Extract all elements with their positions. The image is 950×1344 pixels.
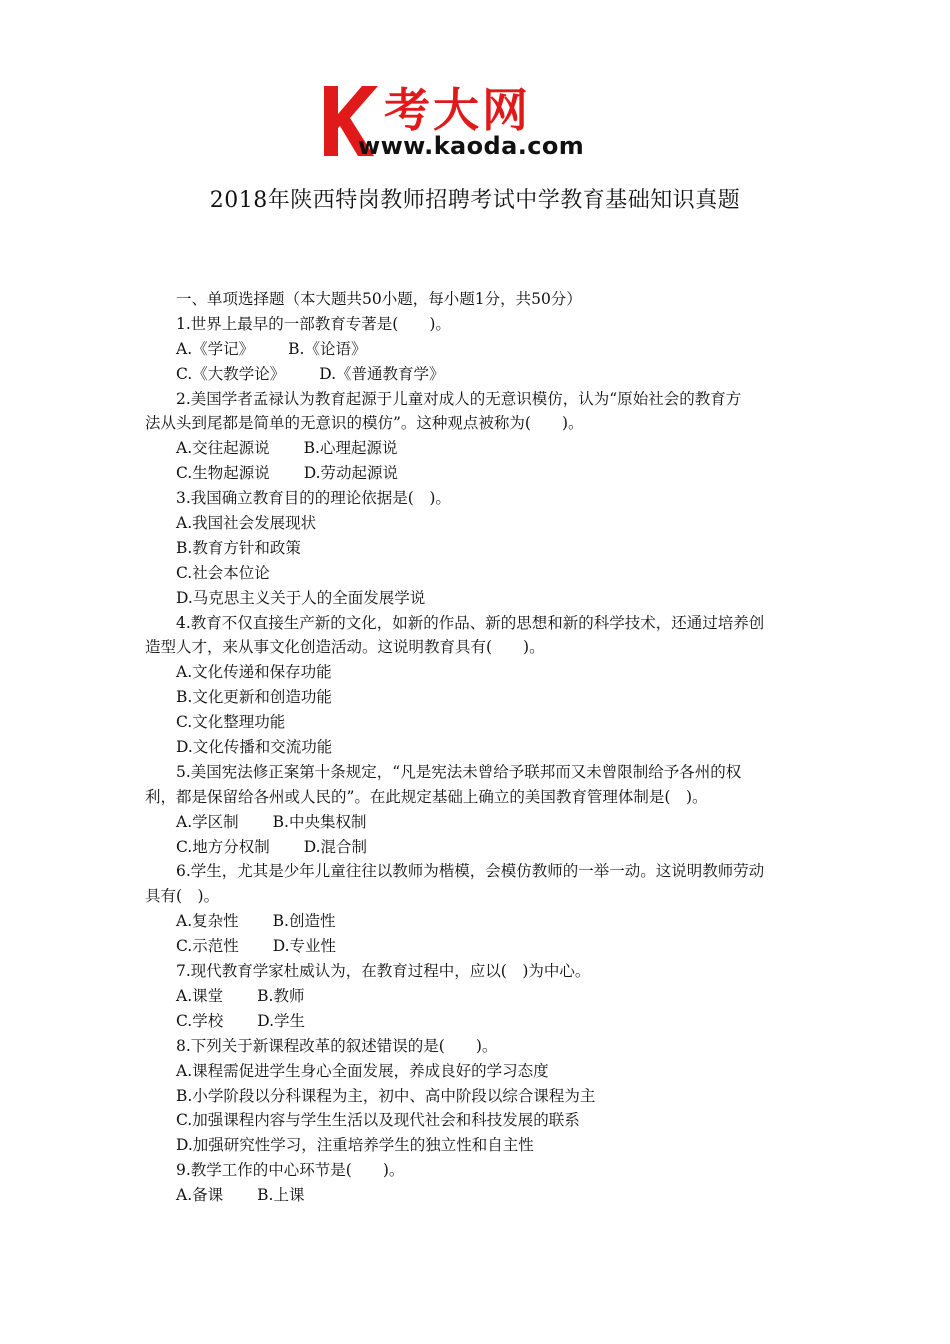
option-row — [145, 461, 810, 486]
option-row — [145, 660, 810, 685]
answer-option: C.地方分权制 — [176, 837, 270, 856]
answer-option: D.专业性 — [272, 937, 337, 956]
answer-option: C.文化整理功能 — [176, 713, 286, 732]
option-row — [145, 934, 810, 959]
answer-option: C.生物起源说 — [176, 464, 270, 483]
option-row — [145, 685, 810, 710]
question-stem-continued: 利，都是保留给各州或人民的”。在此规定基础上确立的美国教育管理体制是( )。 — [145, 787, 708, 806]
logo-url: www.kaoda.com — [358, 132, 585, 160]
answer-option: A.《学记》 — [176, 339, 255, 358]
question-stem: 6.学生，尤其是少年儿童往往以教师为楷模，会模仿教师的一举一动。这说明教师劳动 — [176, 862, 765, 881]
kaoda-logo — [318, 80, 638, 162]
answer-option: B.《论语》 — [288, 339, 367, 358]
answer-option: A.课堂 — [176, 986, 224, 1005]
answer-option: D.混合制 — [303, 837, 368, 856]
answer-option: B.上课 — [257, 1186, 305, 1205]
question-stem: 7.现代教育学家杜威认为，在教育过程中，应以( )为中心。 — [176, 962, 591, 981]
question-list — [145, 287, 810, 1208]
answer-option: A.备课 — [176, 1186, 224, 1205]
option-row — [145, 1108, 810, 1133]
answer-option: B.文化更新和创造功能 — [176, 688, 332, 707]
answer-option: C.社会本位论 — [176, 563, 270, 582]
option-row — [145, 835, 810, 860]
option-row — [145, 1133, 810, 1158]
answer-option: A.文化传递和保存功能 — [176, 663, 332, 682]
question-stem: 9.教学工作的中心环节是( )。 — [176, 1161, 405, 1180]
question-stem-continued: 造型人才，来从事文化创造活动。这说明教育具有( )。 — [145, 638, 545, 657]
option-row — [145, 362, 810, 387]
document-title: 2018年陕西特岗教师招聘考试中学教育基础知识真题 — [209, 188, 741, 213]
question-stem: 4.教育不仅直接生产新的文化，如新的作品、新的思想和新的科学技术，还通过培养创 — [176, 613, 765, 632]
answer-option: D.文化传播和交流功能 — [176, 738, 333, 757]
logo-title: 考大网 — [384, 83, 531, 137]
option-row — [145, 1059, 810, 1084]
option-row — [145, 1009, 810, 1034]
option-row — [145, 710, 810, 735]
answer-option: B.教师 — [257, 986, 305, 1005]
answer-option: D.劳动起源说 — [303, 464, 399, 483]
answer-option: B.教育方针和政策 — [176, 538, 301, 557]
option-row — [145, 337, 810, 362]
answer-option: D.《普通教育学》 — [319, 364, 445, 383]
option-row — [145, 561, 810, 586]
option-row — [145, 536, 810, 561]
option-row — [145, 511, 810, 536]
option-row — [145, 984, 810, 1009]
option-row — [145, 436, 810, 461]
answer-option: D.马克思主义关于人的全面发展学说 — [176, 588, 426, 607]
question-stem-continued: 法从头到尾都是简单的无意识的模仿”。这种观点被称为( )。 — [145, 414, 584, 433]
question-stem: 5.美国宪法修正案第十条规定，“凡是宪法未曾给予联邦而又未曾限制给予各州的权 — [176, 762, 742, 781]
option-row — [145, 909, 810, 934]
answer-option: B.创造性 — [272, 912, 336, 931]
answer-option: C.学校 — [176, 1011, 224, 1030]
answer-option: D.学生 — [257, 1011, 306, 1030]
answer-option: C.《大教学论》 — [176, 364, 286, 383]
answer-option: B.中央集权制 — [272, 812, 367, 831]
answer-option: B.小学阶段以分科课程为主，初中、高中阶段以综合课程为主 — [176, 1086, 596, 1105]
answer-option: B.心理起源说 — [303, 439, 398, 458]
question-stem: 2.美国学者孟禄认为教育起源于儿童对成人的无意识模仿，认为“原始社会的教育方 — [176, 389, 742, 408]
question-stem: 3.我国确立教育目的的理论依据是( )。 — [176, 489, 451, 508]
question-stem-continued: 具有( )。 — [145, 887, 220, 906]
answer-option: C.加强课程内容与学生生活以及现代社会和科技发展的联系 — [176, 1111, 580, 1130]
option-row — [145, 735, 810, 760]
option-row — [145, 1084, 810, 1109]
question-stem: 8.下列关于新课程改革的叙述错误的是( )。 — [176, 1036, 498, 1055]
answer-option: A.交往起源说 — [176, 439, 270, 458]
question-stem: 1.世界上最早的一部教育专著是( )。 — [176, 314, 451, 333]
section-header: 一、单项选择题（本大题共50小题，每小题1分，共50分） — [176, 290, 582, 308]
answer-option: A.课程需促进学生身心全面发展，养成良好的学习态度 — [176, 1061, 549, 1080]
option-row — [145, 810, 810, 835]
option-row — [145, 1183, 810, 1208]
answer-option: D.加强研究性学习，注重培养学生的独立性和自主性 — [176, 1136, 534, 1155]
answer-option: C.示范性 — [176, 937, 239, 956]
answer-option: A.复杂性 — [176, 912, 239, 931]
answer-option: A.学区制 — [176, 812, 239, 831]
option-row — [145, 586, 810, 611]
answer-option: A.我国社会发展现状 — [176, 514, 317, 533]
